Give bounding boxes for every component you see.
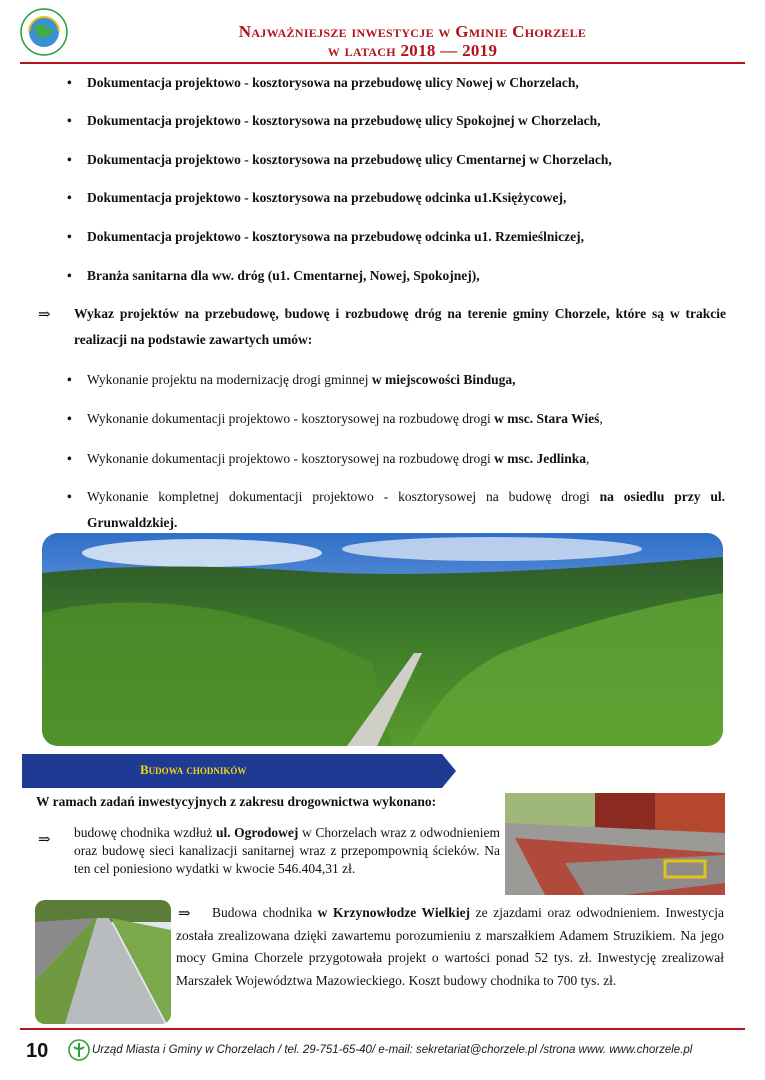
list-item-text: Wykonanie projektu na modernizację drogi gminnej w miejscowości Binduga, [87, 372, 516, 387]
list-item-text: Wykonanie dokumentacji projektowo - kosztorysowej na rozbudowę drogi w msc. Stara Wieś, [87, 411, 603, 426]
gmina-crest-icon [68, 1038, 90, 1062]
item-krzynowloga: Budowa chodnika w Krzynowłodze Wielkiej ze zjazdami oraz odwodnieniem. Inwestycja została zrealizowana dzięki zawartemu porozumieniu z marszałkiem Adamem Struzikiem. Na jego mocy Gmina Chorzele przygotowała projekt o wartości ponad 52 tys. zł. Inwestycję zrealizował Marszałek Województwa Mazowieckiego. Koszt budowy chodnika to 700 tys. zł. [176, 905, 724, 988]
bullet-icon: • [67, 190, 72, 205]
bullet-icon: • [67, 113, 72, 128]
projects-heading: Wykaz projektów na przebudowę, budowę i rozbudowę dróg na terenie gminy Chorzele, które są w trakcie realizacji na podstawie zawartych umów: [74, 306, 726, 347]
bullet-icon: • [67, 229, 72, 244]
header-divider [20, 62, 745, 64]
bullet-icon: • [67, 268, 72, 283]
forest-photo [42, 533, 723, 746]
bullet-icon: • [67, 152, 72, 167]
page-header [0, 0, 765, 64]
footer-divider [20, 1028, 745, 1030]
list-item-text: Dokumentacja projektowo - kosztorysowa na przebudowę ulicy Cmentarnej w Chorzelach, [87, 152, 612, 167]
sidewalk-photo-ogrodowa [505, 793, 725, 895]
list-item-text: Branża sanitarna dla ww. dróg (u1. Cmentarnej, Nowej, Spokojnej), [87, 268, 480, 283]
page-number: 10 [26, 1040, 49, 1062]
sidewalk-photo-krzynowloga [35, 900, 171, 1024]
bullet-icon: • [67, 75, 72, 90]
title-line-1: Najważniejsze inwestycje w Gminie Chorzele [238, 22, 587, 41]
list-item-text: Wykonanie kompletnej dokumentacji projektowo - kosztorysowej na budowę drogi na osiedlu przy ul. Grunwaldzkiej. [87, 489, 725, 530]
arrow-icon: ⇒ [178, 906, 191, 922]
list-item-text: Dokumentacja projektowo - kosztorysowa na przebudowę odcinka u1.Księżycowej, [87, 190, 567, 205]
list-item-text: Dokumentacja projektowo - kosztorysowa na przebudowę ulicy Spokojnej w Chorzelach, [87, 113, 601, 128]
bullet-icon: • [67, 411, 72, 426]
list-item-text: Wykonanie dokumentacji projektowo - kosztorysowej na rozbudowę drogi w msc. Jedlinka, [87, 451, 590, 466]
list-item-text: Dokumentacja projektowo - kosztorysowa na przebudowę odcinka u1. Rzemieślniczej, [87, 229, 584, 244]
page-title [90, 22, 735, 60]
bullet-icon: • [67, 451, 72, 466]
section-title: Budowa chodników [140, 762, 247, 777]
arrow-icon: ⇒ [38, 307, 51, 323]
gmina-logo [20, 8, 68, 56]
footer-contact: Urząd Miasta i Gminy w Chorzelach / tel. 29-751-65-40/ e-mail: sekretariat@chorzele.pl /strona www. www.chorzele.pl [92, 1044, 693, 1056]
item-ogrodowa: budowę chodnika wzdłuż ul. Ogrodowej w Chorzelach wraz z odwodnieniem oraz budowę sieci kanalizacji sanitarnej wraz z przepompownią ścieków. Na ten cel poniesiono wydatki w kwocie 546.404,31 zł. [74, 825, 500, 876]
arrow-icon: ⇒ [38, 832, 51, 848]
list-item-text: Dokumentacja projektowo - kosztorysowa na przebudowę ulicy Nowej w Chorzelach, [87, 75, 579, 90]
bullet-icon: • [67, 489, 72, 504]
double-chevron-icon [424, 752, 458, 788]
title-line-2: w latach 2018 — 2019 [327, 41, 498, 60]
section-intro: W ramach zadań inwestycyjnych z zakresu drogownictwa wykonano: [36, 794, 437, 809]
bullet-icon: • [67, 372, 72, 387]
